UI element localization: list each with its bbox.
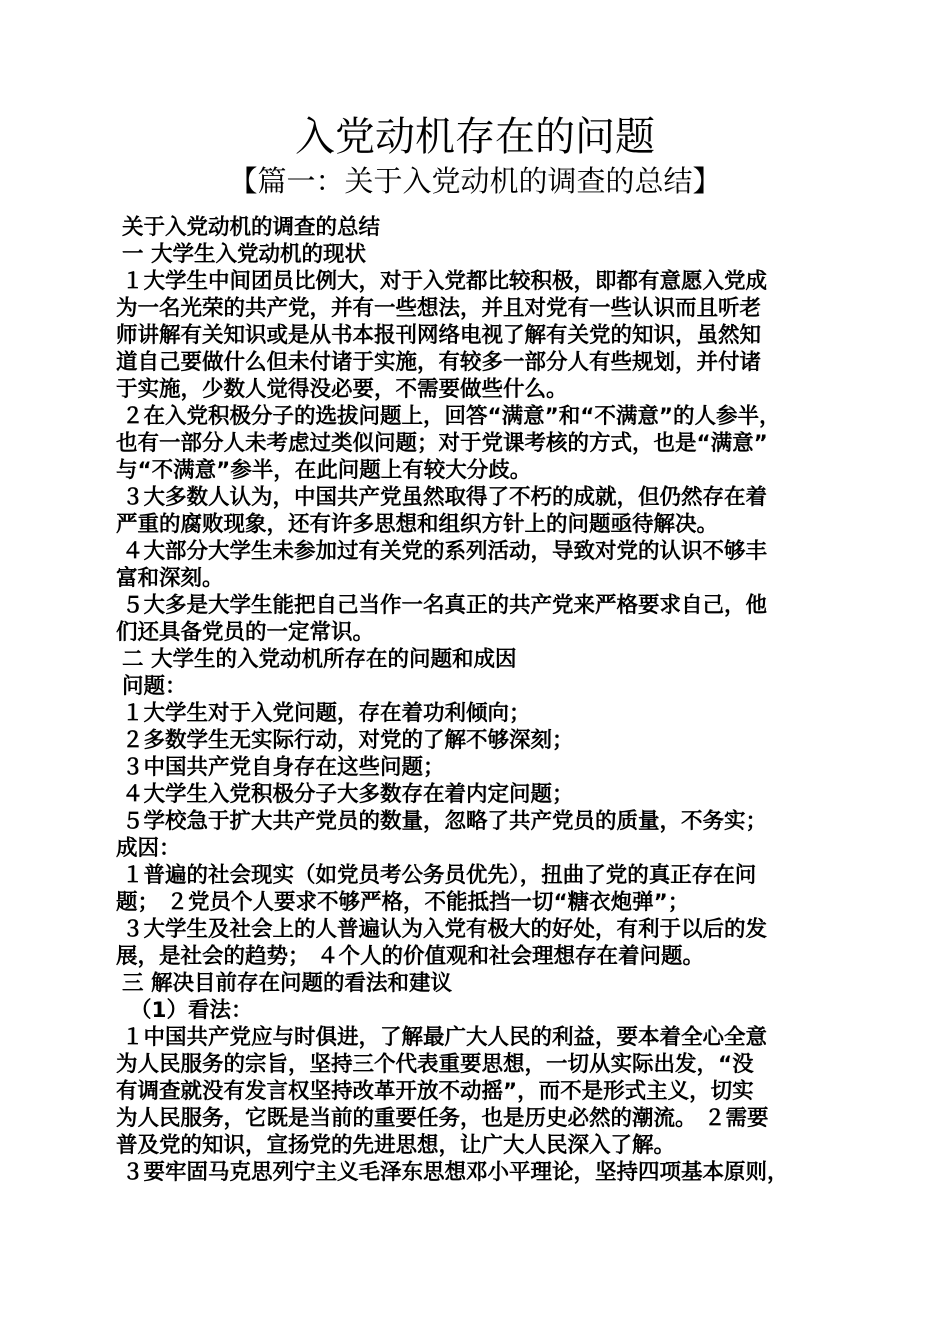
- list-item: １大学生对于入党问题，存在着功利倾向；: [122, 701, 531, 726]
- section-heading: 关于入党动机的调查的总结: [122, 215, 381, 240]
- paragraph-line: １中国共产党应与时俱进，了解最广大人民的利益，要本着全心全意: [122, 1025, 768, 1050]
- paragraph-line: 为人民服务的宗旨，坚持三个代表重要思想，一切从实际出发，“没: [116, 1052, 754, 1077]
- subheading: （1）看法：: [130, 998, 253, 1023]
- list-item: ４大学生入党积极分子大多数存在着内定问题；: [122, 782, 574, 807]
- paragraph-line: 普及党的知识，宣扬党的先进思想，让广大人民深入了解。: [116, 1133, 676, 1158]
- document-body: [116, 214, 856, 1186]
- section-heading: 三 解决目前存在问题的看法和建议: [122, 971, 452, 996]
- document-title: 入党动机存在的问题: [295, 114, 655, 160]
- paragraph-line: １普遍的社会现实（如党员考公务员优先），扭曲了党的真正存在问: [122, 863, 757, 888]
- paragraph-line: ２在入党积极分子的选拔问题上，回答“满意”和“不满意”的人参半，: [122, 404, 781, 429]
- list-item: ５学校急于扩大共产党员的数量，忽略了共产党员的质量，不务实；: [122, 809, 768, 834]
- paragraph-line: 道自己要做什么但未付诸于实施，有较多一部分人有些规划，并付诸: [116, 350, 762, 375]
- paragraph-line: 有调查就没有发言权坚持改革开放不动摇”，而不是形式主义，切实: [116, 1079, 754, 1104]
- paragraph-line: 与“不满意”参半，在此问题上有较大分歧。: [116, 458, 532, 483]
- section-heading: 二 大学生的入党动机所存在的问题和成因: [122, 647, 517, 672]
- paragraph-line: ３大学生及社会上的人普遍认为入党有极大的好处，有利于以后的发: [122, 917, 768, 942]
- list-item: ３中国共产党自身存在这些问题；: [122, 755, 445, 780]
- paragraph-line: ３要牢固马克思列宁主义毛泽东思想邓小平理论，坚持四项基本原则，: [122, 1160, 789, 1185]
- paragraph-line: 为人民服务，它既是当前的重要任务，也是历史必然的潮流。 ２需要: [116, 1106, 769, 1131]
- paragraph-line: 题； ２党员个人要求不够严格，不能抵挡一切“糖衣炮弹”；: [116, 890, 690, 915]
- subheading: 成因：: [116, 836, 181, 861]
- paragraph-line: ４大部分大学生未参加过有关党的系列活动，导致对党的认识不够丰: [122, 539, 768, 564]
- paragraph-line: 为一名光荣的共产党，并有一些想法，并且对党有一些认识而且听老: [116, 296, 762, 321]
- paragraph-line: ５大多是大学生能把自己当作一名真正的共产党来严格要求自己，他: [122, 593, 768, 618]
- paragraph-line: １大学生中间团员比例大，对于入党都比较积极，即都有意愿入党成: [122, 269, 768, 294]
- document-subtitle: 【篇一：关于入党动机的调查的总结】: [228, 164, 722, 198]
- paragraph-line: 严重的腐败现象，还有许多思想和组织方针上的问题亟待解决。: [116, 512, 719, 537]
- paragraph-line: 富和深刻。: [116, 566, 224, 591]
- section-heading: 一 大学生入党动机的现状: [122, 242, 366, 267]
- paragraph-line: 于实施，少数人觉得没必要，不需要做些什么。: [116, 377, 568, 402]
- paragraph-line: 们还具备党员的一定常识。: [116, 620, 375, 645]
- subheading: 问题：: [122, 674, 187, 699]
- paragraph-line: 展，是社会的趋势； ４个人的价值观和社会理想存在着问题。: [116, 944, 704, 969]
- list-item: ２多数学生无实际行动，对党的了解不够深刻；: [122, 728, 574, 753]
- paragraph-line: 师讲解有关知识或是从书本报刊网络电视了解有关党的知识，虽然知: [116, 323, 762, 348]
- paragraph-line: 也有一部分人未考虑过类似问题；对于党课考核的方式，也是“满意”: [116, 431, 768, 456]
- paragraph-line: ３大多数人认为，中国共产党虽然取得了不朽的成就，但仍然存在着: [122, 485, 768, 510]
